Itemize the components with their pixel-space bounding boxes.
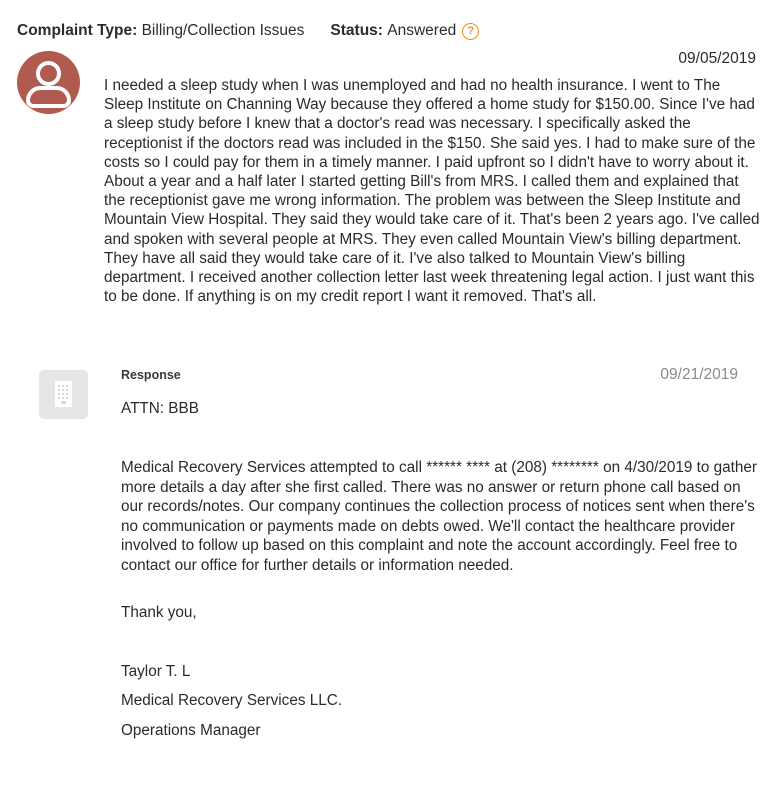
signature-title: Operations Manager bbox=[121, 722, 261, 739]
signature-company: Medical Recovery Services LLC. bbox=[121, 692, 343, 709]
status-label: Status: bbox=[330, 22, 383, 39]
complaint-date: 09/05/2019 bbox=[678, 50, 756, 67]
response-closing: Thank you, bbox=[121, 604, 197, 621]
response-label: Response bbox=[121, 368, 181, 382]
status-value: Answered bbox=[387, 22, 457, 39]
avatar-body bbox=[26, 86, 71, 108]
response-date: 09/21/2019 bbox=[660, 366, 738, 383]
help-icon[interactable]: ? bbox=[462, 23, 479, 40]
complaint-header bbox=[17, 20, 479, 42]
complaint-type-value: Billing/Collection Issues bbox=[141, 22, 305, 39]
building-icon bbox=[39, 370, 88, 419]
response-body: Medical Recovery Services attempted to call ****** **** at (208) ******** on 4/30/2019 to gather more details a day after she first called. There was no answer or return phone call based on our records/notes. Our company continues the collection process of notices sent when there's no communication or payments made on debts owed. We'll contact the healthcare provider involved to follow up based on this complaint and note the account accordingly. Feel free to contact our office for further details or information needed. bbox=[121, 459, 758, 574]
avatar-head bbox=[36, 61, 61, 86]
response-greeting: ATTN: BBB bbox=[121, 400, 199, 417]
complaint-text: I needed a sleep study when I was unemployed and had no health insurance. I went to The Sleep Institute on Channing Way because they offered a home study for $150.00. Since I've had a sleep study before I knew that a doctor's read was necessary. I specifically asked the receptionist if the doctors read was included in the $150. She said yes. I had to make sure of the costs so I could pay for them in a timely manner. I paid upfront so I didn't have to worry about it. About a year and a half later I started getting Bill's from MRS. I called them and explained that the receptionist gave me wrong information. The problem was between the Sleep Institute and Mountain View Hospital. They said they would take care of it. That's been 2 years ago. I've called and spoken with several people at MRS. They even called Mountain View's billing department. They have all said they would take care of it. I've also talked to Mountain View's billing department. I received another collection letter last week threatening legal action. I just want this to be done. If anything is on my credit report I want it removed. That's all. bbox=[104, 77, 760, 306]
user-avatar-icon bbox=[17, 51, 80, 114]
signature-name: Taylor T. L bbox=[121, 663, 191, 680]
complaint-type-label: Complaint Type: bbox=[17, 22, 138, 39]
building-door bbox=[61, 401, 66, 404]
